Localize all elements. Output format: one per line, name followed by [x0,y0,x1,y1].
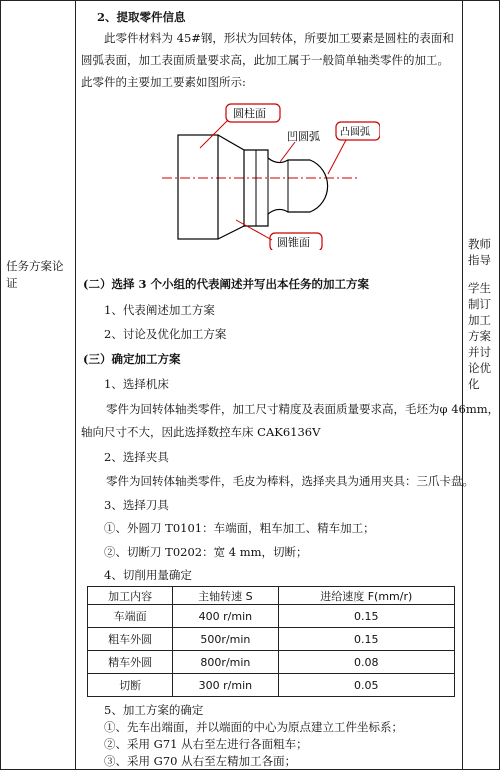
cone-body [218,135,244,239]
table-cell: 500r/min [173,628,278,651]
border-left [0,0,1,770]
fixture-text: 零件为回转体轴类零件，毛皮为棒料，选择夹具为通用夹具：三爪卡盘。 [106,474,474,488]
table-cell: 0.05 [278,674,455,697]
table-cell: 切断 [88,674,173,697]
left-column-label: 任务方案论证 [6,259,64,290]
table-header: 加工内容 [88,587,173,605]
column-divider-left [75,0,76,770]
plan-step-1: ①、先车出端面，并以端面的中心为原点建立工件坐标系； [104,720,403,734]
label-cone: 圆锥面 [277,236,310,249]
step-select-machine: 1、选择机床 [104,377,169,391]
label-convex: 凸圆弧 [340,127,370,138]
machine-text-line2: 轴向尺寸不大，因此选择数控车床 CAK6136V [81,425,321,439]
table-row [88,605,455,628]
machine-text-line1: 零件为回转体轴类零件，加工尺寸精度及表面质量要求高，毛坯为φ 46mm， [106,402,500,416]
border-top [0,0,500,1]
table-row [88,651,455,674]
step-select-fixture: 2、选择夹具 [104,450,169,464]
table-cell: 0.15 [278,605,455,628]
step-plan-confirm: 5、加工方案的确定 [104,703,204,717]
table-cell: 300 r/min [173,674,278,697]
plan-step-3: ③、采用 G70 从右至左精加工各面； [104,754,297,768]
section-heading-representatives: (二）选择 3 个小组的代表阐述并写出本任务的加工方案 [83,277,369,291]
section-heading-confirm: (三）确定加工方案 [83,352,181,366]
table-row [88,674,455,697]
table-cell: 400 r/min [173,605,278,628]
table-cell: 粗车外圆 [88,628,173,651]
label-concave: 凹圆弧 [287,130,320,143]
part-figure [160,100,380,250]
table-header: 进给速度 F(mm/r) [278,587,455,605]
step-select-tool: 3、选择刀具 [104,498,169,512]
table-cell: 0.08 [278,651,455,674]
table-row [88,628,455,651]
cylinder-body [178,135,218,239]
plan-step-2: ②、采用 G71 从右至左进行各面粗车； [104,737,308,751]
column-divider-right [462,0,463,770]
table-cell: 车端面 [88,605,173,628]
table-cell: 0.15 [278,628,455,651]
right-label-student: 学生制订加工方案并讨论优化 [468,281,491,391]
cutting-parameters-table [87,586,455,697]
tool-item-1: ①、外圆刀 T0101：车端面，粗车加工、精车加工； [104,521,375,535]
item-present-plan: 1、代表阐述加工方案 [104,303,215,317]
right-column-label [468,236,498,392]
right-label-teacher: 教师指导 [468,237,491,267]
concave-arc [244,150,328,226]
step-cutting-params: 4、切削用量确定 [104,568,192,582]
table-cell: 800r/min [173,651,278,674]
section-heading-extract: 2、提取零件信息 [97,10,186,24]
table-header: 主轴转速 S [173,587,278,605]
label-cylinder: 圆柱面 [233,107,266,120]
table-header-row [88,587,455,605]
part-info-paragraph: 此零件材料为 45#钢，形状为回转体，所要加工要素是圆柱的表面和圆弧表面，加工表面质量要求高，此加工属于一般简单轴类零件的加工。此零件的主要加工要素如图所示: [81,31,454,89]
table-cell: 精车外圆 [88,651,173,674]
tool-item-2: ②、切断刀 T0202：宽 4 mm，切断； [104,545,308,559]
item-discuss-plan: 2、讨论及优化加工方案 [104,327,227,341]
